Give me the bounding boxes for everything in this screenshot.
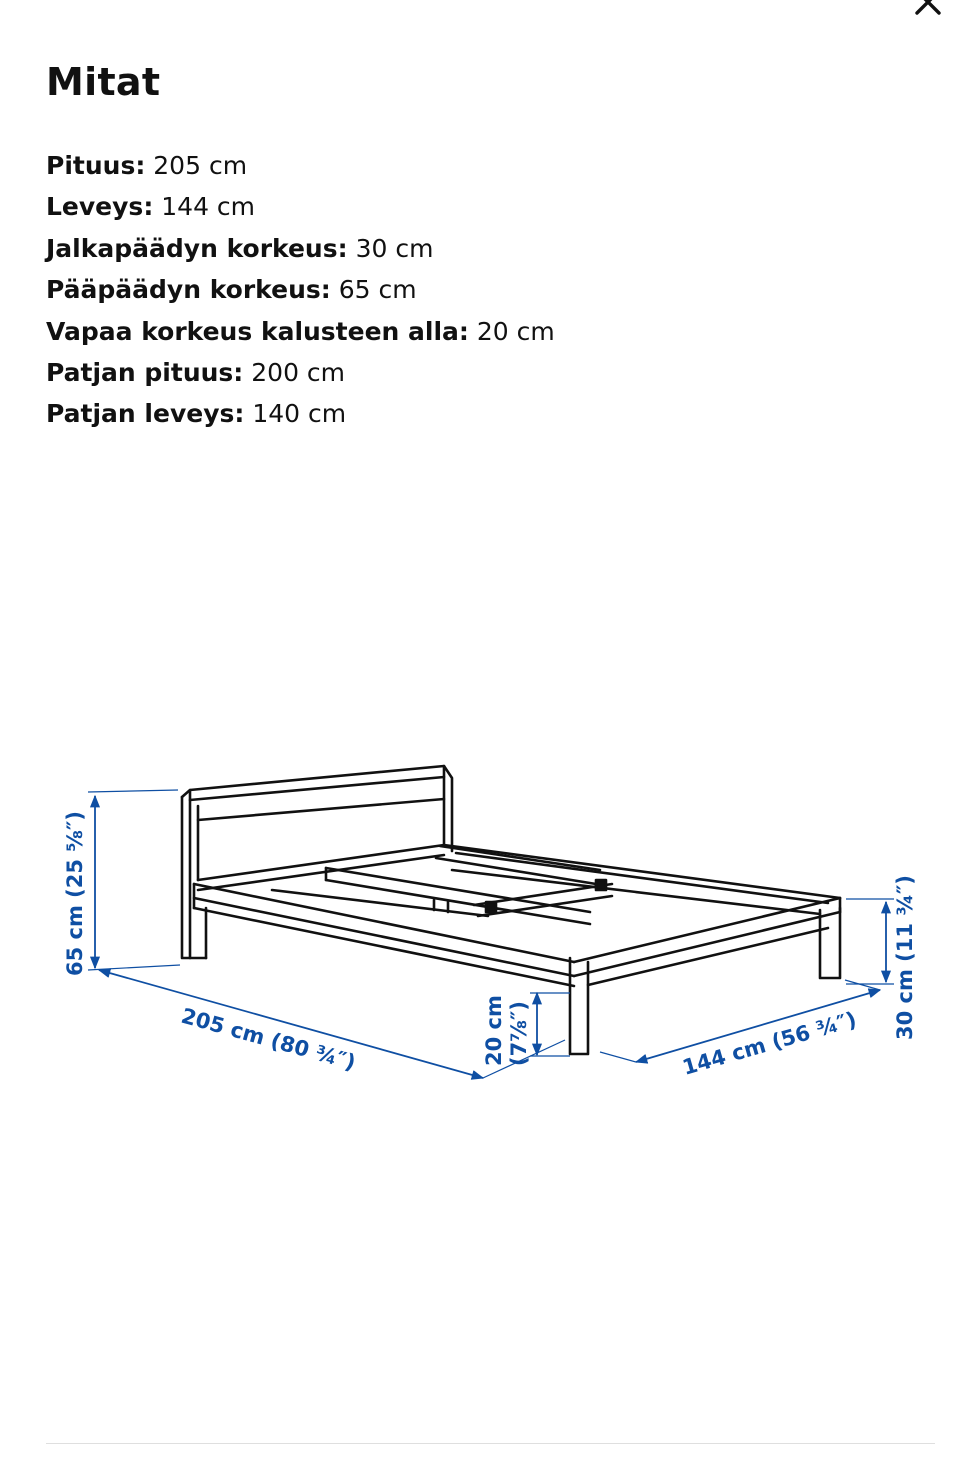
footboard-height-label: 30 cm (11 ¾″) [893, 874, 917, 1040]
dimension-label: Pituus: [46, 151, 146, 180]
clearance-cm-label: 20 cm [482, 995, 506, 1066]
dimension-value: 200 cm [251, 357, 346, 387]
length-dimension-label: 205 cm (80 ¾″) [178, 1003, 359, 1075]
dimension-item-clearance [46, 311, 555, 352]
dimension-label: Vapaa korkeus kalusteen alla: [46, 316, 469, 346]
dimension-label: Patjan pituus: [46, 357, 244, 387]
close-button[interactable] [906, 0, 950, 18]
dimension-value: 65 cm [338, 275, 417, 305]
dimension-item-mattress-length [46, 352, 555, 393]
dialog-title: Mitat [46, 60, 161, 104]
dimension-item-length [46, 145, 555, 186]
dimensions-list [46, 145, 555, 435]
dimension-item-footboard-height [46, 228, 555, 269]
dimension-label: Patjan leveys: [46, 399, 245, 429]
dimension-value: 20 cm [476, 316, 555, 346]
dimension-value: 205 cm [153, 151, 248, 180]
dimension-value: 140 cm [252, 399, 347, 429]
dimension-value: 144 cm [161, 192, 256, 222]
dimension-item-width [46, 186, 555, 227]
headboard-height-label: 65 cm (25 ⅝″) [63, 810, 87, 976]
bed-dimension-drawing [0, 740, 960, 1080]
bottom-divider [46, 1443, 935, 1444]
close-icon [914, 0, 942, 16]
dimension-item-mattress-width [46, 393, 555, 434]
dimension-item-headboard-height [46, 269, 555, 310]
dimension-label: Leveys: [46, 192, 154, 222]
clearance-in-label: (7⅞″) [507, 1001, 531, 1066]
dimension-label: Jalkapäädyn korkeus: [46, 233, 348, 263]
dimension-label: Pääpäädyn korkeus: [46, 275, 331, 305]
dimension-value: 30 cm [355, 233, 434, 263]
width-dimension-label: 144 cm (56 ¾″) [679, 1007, 860, 1080]
